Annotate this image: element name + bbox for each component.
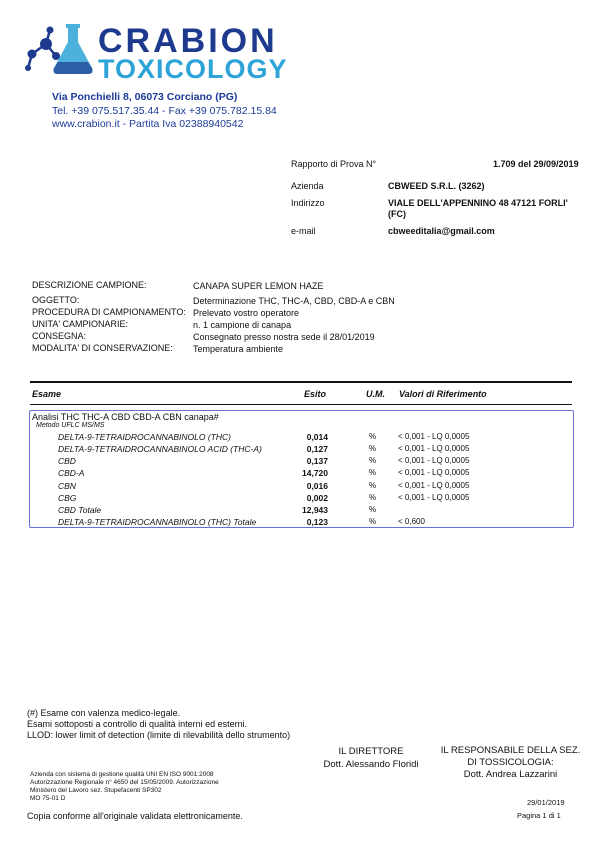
row-3-um: % bbox=[369, 468, 377, 477]
analysis-group-title: Analisi THC THC-A CBD CBD-A CBN canapa# bbox=[32, 412, 219, 422]
row-7-value: 0,123 bbox=[306, 517, 328, 527]
brand-subtitle: TOXICOLOGY bbox=[98, 54, 288, 84]
crabion-logo-icon bbox=[22, 18, 97, 78]
row-3-name: CBD-A bbox=[58, 468, 85, 478]
row-6-value: 12,943 bbox=[302, 505, 328, 515]
row-0-value: 0,014 bbox=[306, 432, 328, 442]
desc-value-3: n. 1 campione di canapa bbox=[193, 320, 292, 330]
indirizzo-value-line2: (FC) bbox=[388, 209, 406, 219]
rapporto-value: 1.709 del 29/09/2019 bbox=[493, 159, 579, 169]
row-4-ref: < 0,001 - LQ 0,0005 bbox=[398, 481, 470, 490]
responsabile-title-1: IL RESPONSABILE DELLA SEZ. bbox=[440, 745, 581, 756]
note-1: Esami sottoposti a controllo di qualità interni ed esterni. bbox=[27, 719, 248, 729]
row-6-name: CBD Totale bbox=[58, 505, 102, 515]
header-esito: Esito bbox=[304, 389, 327, 399]
row-5-value: 0,002 bbox=[306, 493, 328, 503]
analysis-method: Metodo UFLC MS/MS bbox=[36, 422, 105, 429]
rapporto-label: Rapporto di Prova N° bbox=[291, 159, 377, 169]
note-2: LLOD: lower limit of detection (limite di rilevabilità dello strumento) bbox=[27, 730, 291, 740]
header-valori: Valori di Riferimento bbox=[399, 389, 487, 399]
footer-date: 29/01/2019 bbox=[527, 798, 565, 807]
indirizzo-label: Indirizzo bbox=[291, 198, 325, 208]
desc-label-0: DESCRIZIONE CAMPIONE: bbox=[32, 280, 147, 290]
row-0-um: % bbox=[369, 432, 377, 441]
header-um: U.M. bbox=[366, 389, 385, 399]
desc-label-3: UNITA' CAMPIONARIE: bbox=[32, 319, 129, 329]
company-address: Via Ponchielli 8, 06073 Corciano (PG) bbox=[52, 91, 238, 103]
responsabile-name: Dott. Andrea Lazzarini bbox=[463, 769, 558, 780]
azienda-value: CBWEED S.R.L. (3262) bbox=[388, 181, 485, 191]
responsabile-title-2: DI TOSSICOLOGIA: bbox=[467, 757, 554, 768]
row-1-value: 0,127 bbox=[306, 444, 328, 454]
director-title: IL DIRETTORE bbox=[338, 746, 404, 757]
row-2-ref: < 0,001 - LQ 0,0005 bbox=[398, 456, 470, 465]
row-1-ref: < 0,001 - LQ 0,0005 bbox=[398, 444, 470, 453]
desc-value-4: Consegnato presso nostra sede il 28/01/2019 bbox=[193, 332, 375, 342]
cert-line-1: Azienda con sistema di gestione qualità UNI EN ISO 9001:2008 bbox=[30, 771, 214, 778]
row-7-name: DELTA-9-TETRAIDROCANNABINOLO (THC) Totale bbox=[58, 517, 257, 527]
copy-conforme: Copia conforme all'originale validata elettronicamente. bbox=[27, 811, 243, 821]
cert-line-2: Autorizzazione Regionale n° 4650 del 15/05/2009. Autorizzazione bbox=[30, 779, 219, 786]
director-name: Dott. Alessando Floridi bbox=[323, 759, 419, 770]
row-7-um: % bbox=[369, 517, 377, 526]
company-phone: Tel. +39 075.517.35.44 - Fax +39 075.782.15.84 bbox=[52, 105, 277, 117]
desc-label-4: CONSEGNA: bbox=[32, 331, 87, 341]
row-0-ref: < 0,001 - LQ 0,0005 bbox=[398, 432, 470, 441]
row-4-value: 0,016 bbox=[306, 481, 328, 491]
row-5-ref: < 0,001 - LQ 0,0005 bbox=[398, 493, 470, 502]
row-7-ref: < 0,600 bbox=[398, 517, 425, 526]
cert-line-3: Ministero del Lavoro sez. Stupefacenti SP302 bbox=[30, 787, 162, 794]
email-label: e-mail bbox=[291, 226, 316, 236]
row-2-name: CBD bbox=[58, 456, 76, 466]
row-4-name: CBN bbox=[58, 481, 76, 491]
row-3-ref: < 0,001 - LQ 0,0005 bbox=[398, 468, 470, 477]
desc-value-2: Prelevato vostro operatore bbox=[193, 308, 300, 318]
row-5-um: % bbox=[369, 493, 377, 502]
desc-label-1: OGGETTO: bbox=[32, 295, 80, 305]
company-web: www.crabion.it - Partita Iva 02388940542 bbox=[52, 118, 244, 130]
footer-page: Pagina 1 di 1 bbox=[517, 811, 561, 820]
header-esame: Esame bbox=[32, 389, 62, 399]
desc-label-5: MODALITA' DI CONSERVAZIONE: bbox=[32, 343, 173, 353]
note-0: (#) Esame con valenza medico-legale. bbox=[27, 708, 181, 718]
row-3-value: 14,720 bbox=[302, 468, 328, 478]
brand-name: CRABION bbox=[98, 22, 278, 60]
indirizzo-value-line1: VIALE DELL'APPENNINO 48 47121 FORLI' bbox=[388, 198, 568, 208]
desc-value-1: Determinazione THC, THC-A, CBD, CBD-A e CBN bbox=[193, 296, 395, 306]
desc-value-0: CANAPA SUPER LEMON HAZE bbox=[193, 281, 324, 291]
row-2-um: % bbox=[369, 456, 377, 465]
row-2-value: 0,137 bbox=[306, 456, 328, 466]
row-6-um: % bbox=[369, 505, 377, 514]
row-5-name: CBG bbox=[58, 493, 77, 503]
row-1-name: DELTA-9-TETRAIDROCANNABINOLO ACID (THC-A) bbox=[58, 444, 262, 454]
desc-label-2: PROCEDURA DI CAMPIONAMENTO: bbox=[32, 307, 186, 317]
desc-value-5: Temperatura ambiente bbox=[193, 344, 284, 354]
email-value: cbweeditalia@gmail.com bbox=[388, 226, 495, 236]
row-1-um: % bbox=[369, 444, 377, 453]
cert-line-4: MO 75-01 D bbox=[30, 795, 66, 802]
row-0-name: DELTA-9-TETRAIDROCANNABINOLO (THC) bbox=[58, 432, 232, 442]
row-4-um: % bbox=[369, 481, 377, 490]
table-header-rule bbox=[30, 404, 572, 405]
table-top-rule bbox=[30, 381, 572, 383]
azienda-label: Azienda bbox=[291, 181, 324, 191]
